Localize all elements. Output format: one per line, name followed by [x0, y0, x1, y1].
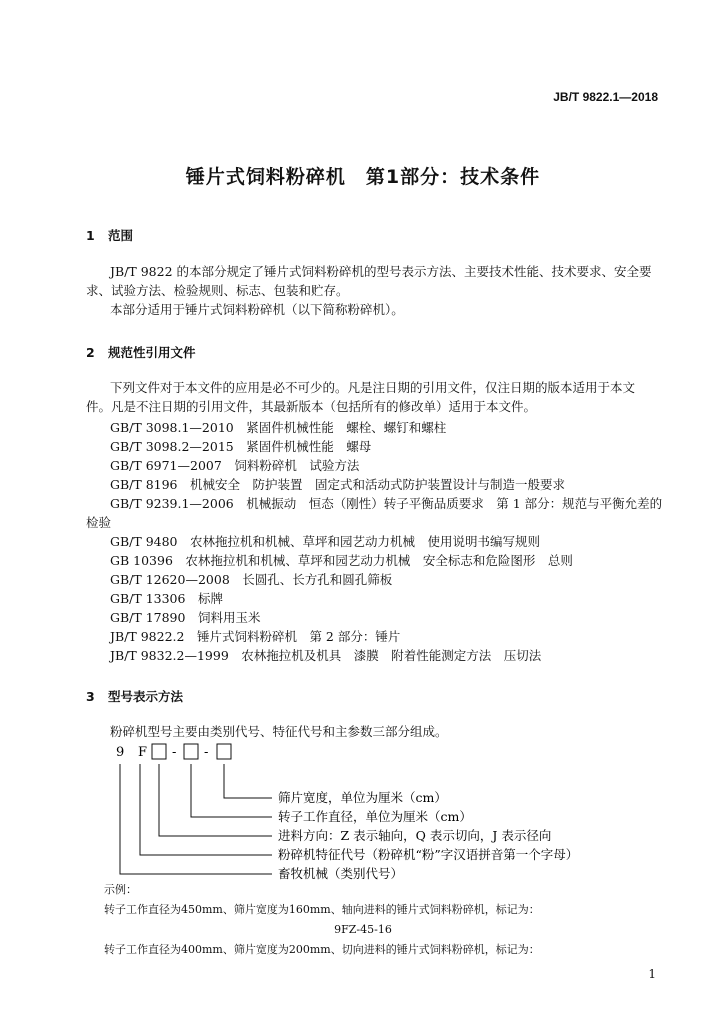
example-1-code: 9FZ-45-16 — [334, 923, 392, 936]
leader-feed-direction — [159, 764, 272, 836]
section-3-heading — [86, 687, 183, 705]
section-number: 1 — [86, 228, 95, 243]
leader-screen-width — [224, 764, 272, 798]
reference-item: GB 10396 农林拖拉机和机械、草坪和园艺动力机械 安全标志和危险图形 总则 — [110, 553, 573, 568]
leader-category-code — [120, 764, 272, 874]
section-3-intro: 粉碎机型号主要由类别代号、特征代号和主参数三部分组成。 — [110, 724, 448, 739]
leader-rotor-diameter — [191, 764, 272, 817]
model-box-feed-direction — [152, 744, 166, 759]
model-char-9: 9 — [116, 745, 125, 760]
section-1-para1-line2: 求、试验方法、检验规则、标志、包装和贮存。 — [86, 283, 349, 298]
section-title: 范围 — [108, 228, 134, 243]
example-2-text: 转子工作直径为400mm、筛片宽度为200mm、切向进料的锤片式饲料粉碎机，标记为： — [104, 943, 540, 956]
model-dash: - — [172, 745, 177, 760]
model-char-F: F — [138, 745, 148, 760]
reference-item: GB/T 3098.2—2015 紧固件机械性能 螺母 — [110, 439, 372, 454]
reference-item: GB/T 12620—2008 长圆孔、长方孔和圆孔筛板 — [110, 572, 393, 587]
reference-item: GB/T 6971—2007 饲料粉碎机 试验方法 — [110, 458, 360, 473]
label-feed-direction: 进料方向：Z 表示轴向，Q 表示切向，J 表示径向 — [278, 828, 552, 843]
section-1-para1-line1: JB/T 9822 的本部分规定了锤片式饲料粉碎机的型号表示方法、主要技术性能、技术要求、安全要 — [110, 264, 652, 279]
label-rotor-diameter: 转子工作直径，单位为厘米（cm） — [278, 809, 472, 824]
section-1-para2: 本部分适用于锤片式饲料粉碎机（以下简称粉碎机）。 — [110, 302, 404, 317]
leader-feature-code — [140, 764, 272, 855]
reference-item-continuation: 检验 — [86, 515, 112, 530]
section-number: 3 — [86, 689, 95, 704]
reference-item: GB/T 13306 标牌 — [110, 591, 223, 606]
reference-item: GB/T 9480 农林拖拉机和机械、草坪和园艺动力机械 使用说明书编写规则 — [110, 534, 541, 549]
section-title: 规范性引用文件 — [108, 345, 196, 360]
section-2-heading — [86, 343, 196, 361]
label-screen-width: 筛片宽度，单位为厘米（cm） — [278, 790, 447, 805]
page-number: 1 — [648, 967, 656, 981]
reference-item: JB/T 9832.2—1999 农林拖拉机及机具 漆膜 附着性能测定方法 压切法 — [110, 648, 542, 663]
example-1-text: 转子工作直径为450mm、筛片宽度为160mm、轴向进料的锤片式饲料粉碎机，标记为： — [104, 903, 540, 916]
section-2-intro-line1: 下列文件对于本文件的应用是必不可少的。凡是注日期的引用文件，仅注日期的版本适用于本文 — [110, 380, 636, 395]
example-label: 示例： — [104, 883, 137, 896]
label-category-code: 畜牧机械（类别代号） — [278, 866, 404, 881]
section-2-intro-line2: 件。凡是不注日期的引用文件，其最新版本（包括所有的修改单）适用于本文件。 — [86, 399, 537, 414]
model-box-rotor-diameter — [184, 744, 198, 759]
label-feature-code: 粉碎机特征代号（粉碎机“粉”字汉语拼音第一个字母） — [278, 847, 579, 862]
reference-item: GB/T 3098.1—2010 紧固件机械性能 螺栓、螺钉和螺柱 — [110, 420, 447, 435]
model-dash: - — [204, 745, 209, 760]
reference-item: GB/T 17890 饲料用玉米 — [110, 610, 261, 625]
section-title: 型号表示方法 — [108, 689, 184, 704]
reference-item: JB/T 9822.2 锤片式饲料粉碎机 第 2 部分：锤片 — [110, 629, 401, 644]
model-box-screen-width — [217, 744, 231, 759]
standard-code: JB/T 9822.1—2018 — [553, 90, 658, 104]
reference-item: GB/T 9239.1—2006 机械振动 恒态（刚性）转子平衡品质要求 第 1 部分：规范与平衡允差的 — [110, 496, 663, 511]
reference-item: GB/T 8196 机械安全 防护装置 固定式和活动式防护装置设计与制造一般要求 — [110, 477, 566, 492]
page-title: 锤片式饲料粉碎机 第1部分：技术条件 — [185, 166, 541, 188]
section-number: 2 — [86, 345, 95, 360]
model-code-diagram — [100, 740, 660, 890]
section-1-heading — [86, 226, 133, 244]
